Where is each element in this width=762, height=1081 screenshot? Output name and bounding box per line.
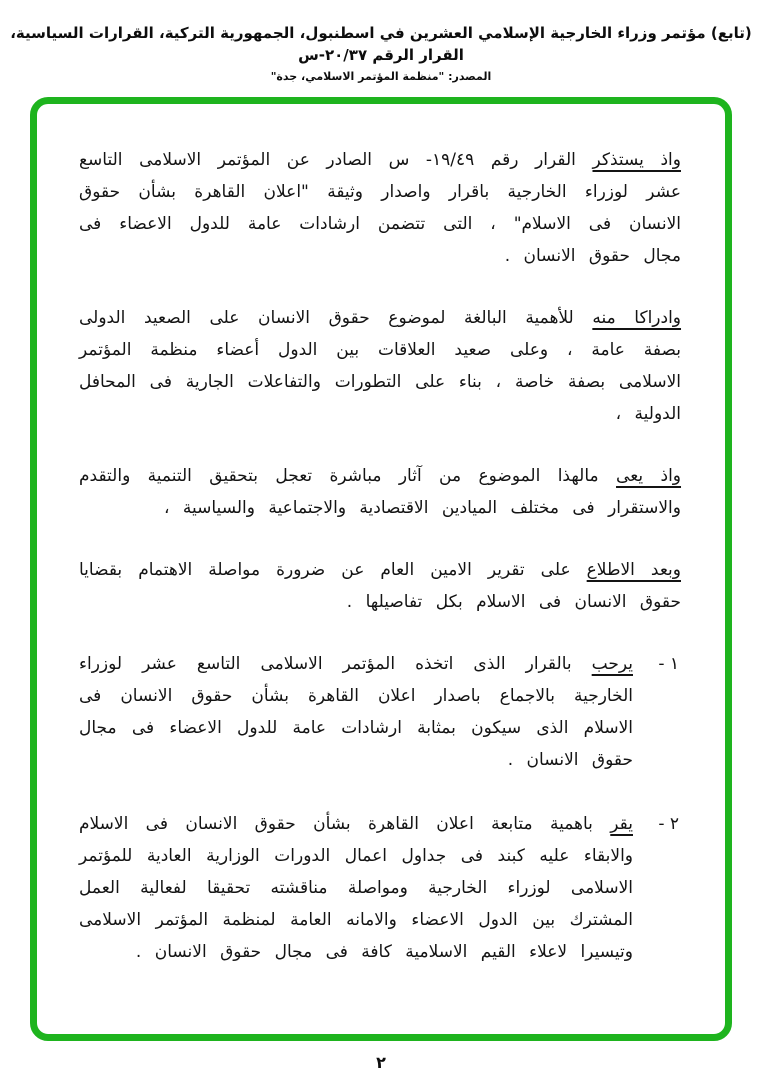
green-frame (30, 97, 732, 1041)
preamble-text-4: على تقرير الامين العام عن ضرورة مواصلة الاهتمام بقضايا حقوق الانسان فى الاسلام بكل تفاصيلها . (79, 560, 681, 612)
item-1-lead: يرحب (591, 654, 633, 674)
preamble-paragraph-4 (79, 554, 681, 618)
item-1-number: ١ - (658, 654, 679, 674)
preamble-lead-1: واذ يستذكر (592, 150, 681, 170)
item-1-text: بالقرار الذى اتخذه المؤتمر الاسلامى التاسع عشر لوزراء الخارجية بالاجماع باصدار اعلان القاهرة بشأن حقوق الانسان فى الاسلام الذى سيكون بمثابة ارشادات عامة للدول الاعضاء فى مجال حقوق الانسان . (79, 654, 633, 770)
preamble-text-2: للأهمية البالغة لموضوع حقوق الانسان على الصعيد الدولى بصفة عامة ، وعلى صعيد العلاقات بين الدول أعضاء منظمة المؤتمر الاسلامى بصفة خاصة ، بناء على التطورات والتفاعلات الجارية فى المحافل الدولية ، (79, 308, 681, 424)
item-2-text: باهمية متابعة اعلان القاهرة بشأن حقوق الانسان فى الاسلام والابقاء عليه كبند فى جداول اعمال الدورات الوزارية العادية للمؤتمر الاسلامى لوزراء الخارجية ومواصلة مناقشته تحقيقا لفعالية العمل المشترك بين الدول الاعضاء والامانه العامة لمنظمة المؤتمر الاسلامى وتيسيرا لاعلاء القيم الاسلامية كافة فى مجال حقوق الانسان . (79, 814, 633, 962)
resolution-item-1 (79, 648, 681, 776)
item-2-number: ٢ - (658, 814, 679, 834)
preamble-lead-4: وبعد الاطلاع (586, 560, 681, 580)
page-header: (تابع) مؤتمر وزراء الخارجية الإسلامي العشرين في اسطنبول، الجمهورية التركية، القرارات السياسية، القرار الرقم ٢٠/٣٧-س (10, 24, 752, 64)
preamble-paragraph-3 (79, 460, 681, 524)
resolution-item-2 (79, 808, 681, 968)
preamble-lead-3: واذ يعى (616, 466, 682, 486)
preamble-paragraph-2 (79, 302, 681, 430)
preamble-text-3: مالهذا الموضوع من آثار مباشرة تعجل بتحقيق التنمية والتقدم والاستقرار فى مختلف الميادين الاقتصادية والاجتماعية والسياسية ، (79, 466, 681, 518)
item-2-lead: يقر (610, 814, 633, 834)
preamble-paragraph-1 (79, 144, 681, 272)
preamble-text-1: القرار رقم ١٩/٤٩- س الصادر عن المؤتمر الاسلامى التاسع عشر لوزراء الخارجية باقرار واصدار وثيقة "اعلان القاهرة بشأن حقوق الانسان فى الاسلام" ، التى تتضمن ارشادات عامة للدول الاعضاء فى مجال حقوق الانسان . (79, 150, 681, 266)
page-number: ٢ (376, 1053, 386, 1072)
preamble-lead-2: وادراكا منه (592, 308, 682, 328)
source-line: المصدر: "منظمة المؤتمر الاسلامي، جدة" (270, 70, 492, 83)
